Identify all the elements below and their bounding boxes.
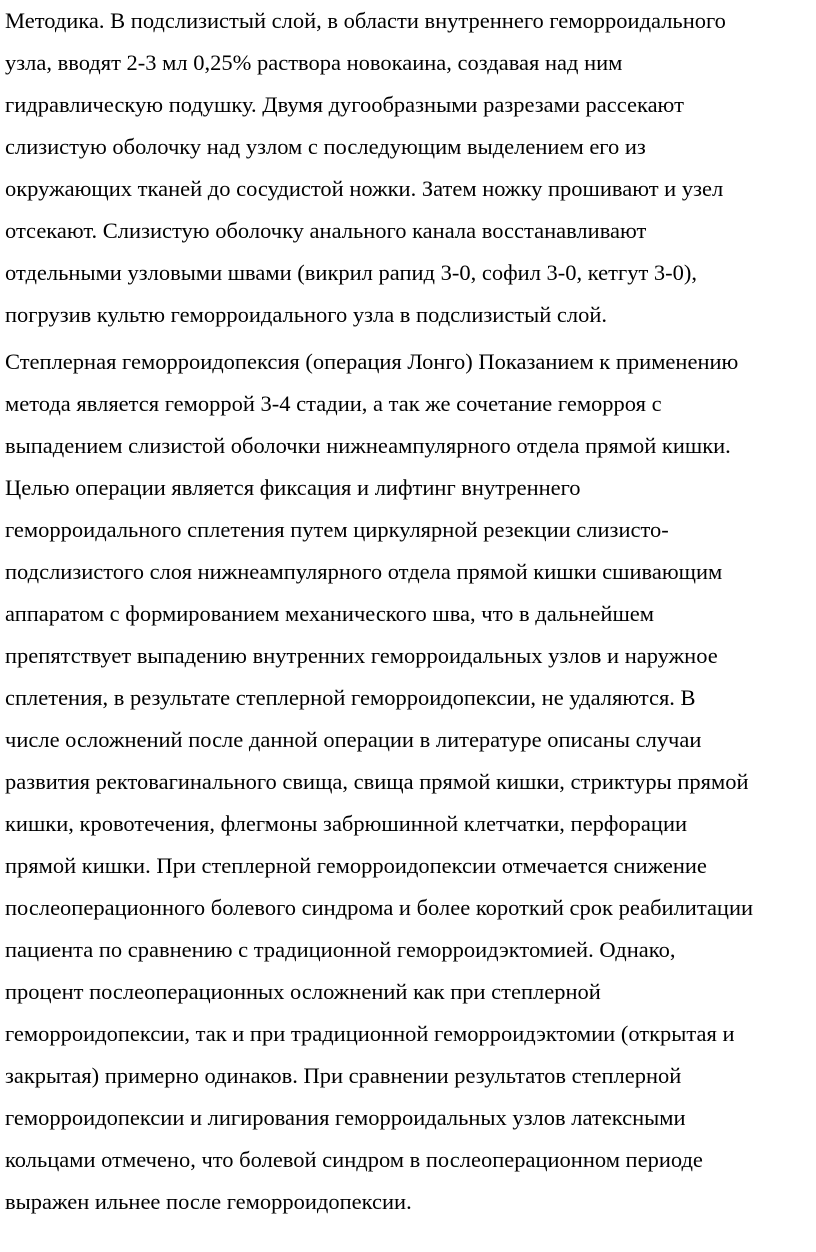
text-line: закрытая) примерно одинаков. При сравнении результатов степлерной — [5, 1063, 682, 1088]
text-line: узла, вводят 2-3 мл 0,25% раствора новокаина, создавая над ним — [5, 50, 623, 75]
text-line: числе осложнений после данной операции в литературе описаны случаи — [5, 727, 702, 752]
text-line: слизистую оболочку над узлом с последующим выделением его из — [5, 134, 646, 159]
text-line: Методика. В подслизистый слой, в области внутреннего геморроидального — [5, 8, 726, 33]
text-line: погрузив культю геморроидального узла в подслизистый слой. — [5, 302, 608, 327]
text-line: процент послеоперационных осложнений как при степлерной — [5, 979, 601, 1004]
text-line: прямой кишки. При степлерной геморроидопексии отмечается снижение — [5, 853, 707, 878]
text-line: выпадением слизистой оболочки нижнеампулярного отдела прямой кишки. — [5, 433, 731, 458]
document-page — [5, 0, 816, 1223]
text-line: геморроидального сплетения путем циркулярной резекции слизисто- — [5, 517, 669, 542]
text-line: геморроидопексии, так и при традиционной геморроидэктомии (открытая и — [5, 1021, 735, 1046]
text-line: отсекают. Слизистую оболочку анального канала восстанавливают — [5, 218, 647, 243]
text-line: пациента по сравнению с традиционной геморроидэктомией. Однако, — [5, 937, 676, 962]
text-line: отдельными узловыми швами (викрил рапид 3-0, софил 3-0, кетгут 3-0), — [5, 260, 698, 285]
text-line: метода является геморрой 3-4 стадии, а так же сочетание геморроя с — [5, 391, 662, 416]
text-line: Целью операции является фиксация и лифтинг внутреннего — [5, 475, 581, 500]
text-line: окружающих тканей до сосудистой ножки. Затем ножку прошивают и узел — [5, 176, 724, 201]
text-line: гидравлическую подушку. Двумя дугообразными разрезами рассекают — [5, 92, 684, 117]
text-line: Степлерная геморроидопексия (операция Лонго) Показанием к применению — [5, 349, 739, 374]
text-line: кишки, кровотечения, флегмоны забрюшинной клетчатки, перфорации — [5, 811, 688, 836]
text-line: послеоперационного болевого синдрома и более короткий срок реабилитации — [5, 895, 754, 920]
text-line: сплетения, в результате степлерной геморроидопексии, не удаляются. В — [5, 685, 696, 710]
text-line: препятствует выпадению внутренних геморроидальных узлов и наружное — [5, 643, 718, 668]
text-line: выражен ильнее после геморроидопексии. — [5, 1189, 412, 1214]
text-line: развития ректовагинального свища, свища прямой кишки, стриктуры прямой — [5, 769, 749, 794]
text-line: геморроидопексии и лигирования геморроидальных узлов латексными — [5, 1105, 686, 1130]
paragraph-stapler-hemorrhoidopexy — [5, 341, 816, 1223]
paragraph-method — [5, 0, 816, 336]
text-line: подслизистого слоя нижнеампулярного отдела прямой кишки сшивающим — [5, 559, 723, 584]
text-line: аппаратом с формированием механического шва, что в дальнейшем — [5, 601, 654, 626]
text-line: кольцами отмечено, что болевой синдром в послеоперационном периоде — [5, 1147, 703, 1172]
